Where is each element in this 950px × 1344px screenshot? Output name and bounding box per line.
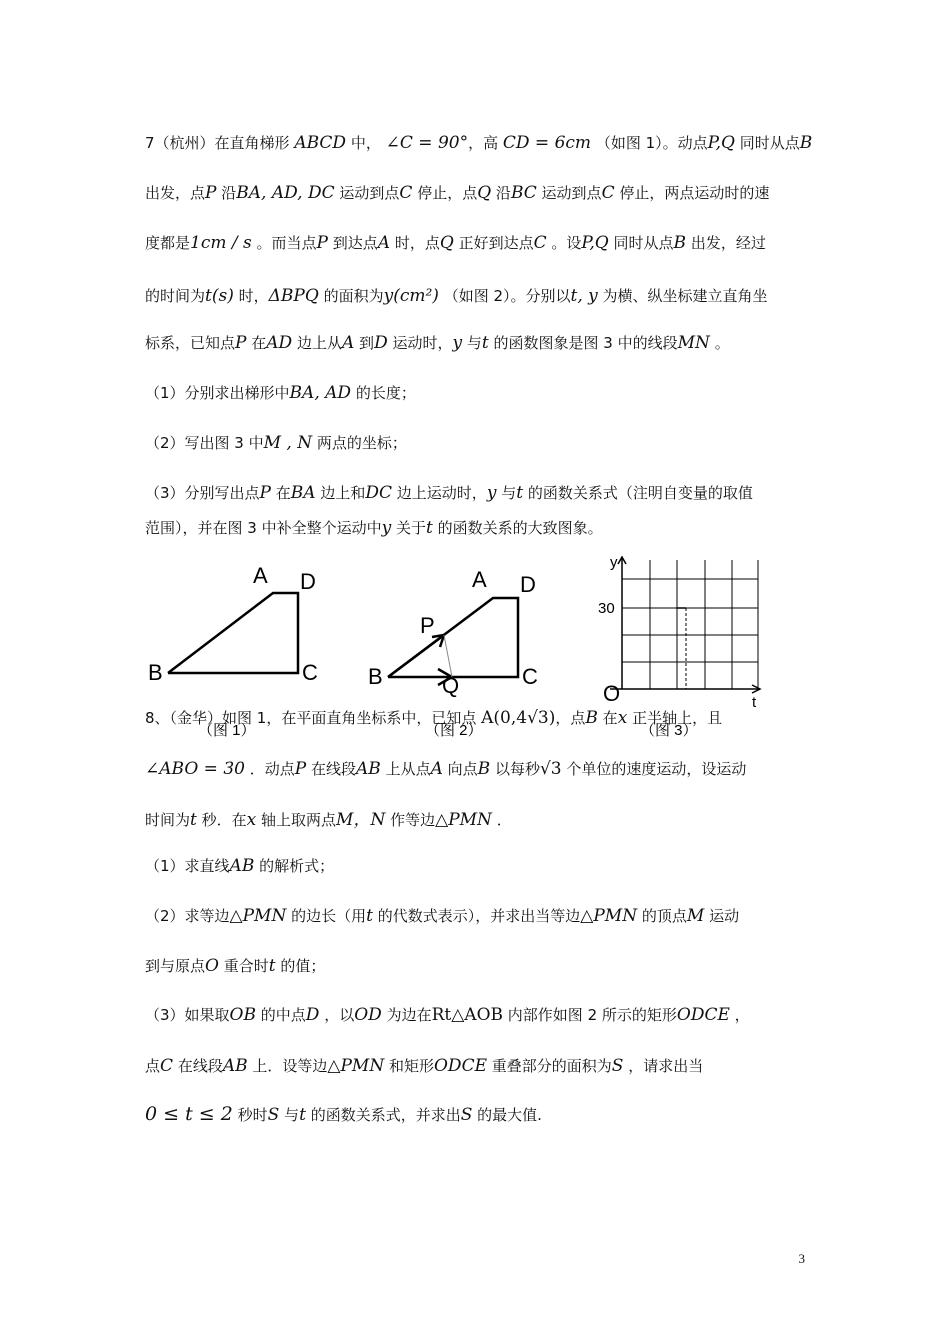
math: C bbox=[601, 183, 615, 203]
math: AB bbox=[356, 759, 381, 779]
p8-line-3 bbox=[145, 805, 815, 830]
text: 重叠部分的面积为 bbox=[491, 1057, 612, 1075]
text: 的函数图象是图 3 中的线段 bbox=[493, 334, 678, 352]
text: 与 bbox=[501, 484, 517, 502]
p8-question-2a bbox=[145, 905, 815, 926]
text: 轴上取两点 bbox=[261, 811, 337, 829]
math: P bbox=[235, 333, 247, 353]
p7-question-3a bbox=[145, 482, 815, 503]
p7-line-5 bbox=[145, 332, 815, 353]
label-b: B bbox=[148, 660, 163, 685]
math: B bbox=[477, 759, 491, 779]
math: S bbox=[267, 1105, 280, 1125]
trapezoid-shape bbox=[388, 598, 518, 677]
text: 的解析式； bbox=[259, 857, 335, 875]
label-b: B bbox=[368, 664, 383, 689]
text: 重合时 bbox=[223, 957, 269, 975]
math: t bbox=[366, 906, 373, 926]
math: t bbox=[268, 956, 276, 976]
p7-question-3b bbox=[145, 517, 815, 538]
text: （3）如果取 bbox=[145, 1006, 230, 1024]
text: 运动时， bbox=[392, 334, 453, 352]
label-q: Q bbox=[442, 673, 460, 698]
text: 秒时 bbox=[237, 1106, 268, 1124]
text: 与 bbox=[284, 1106, 300, 1124]
text: 的函数关系的大致图象。 bbox=[437, 519, 603, 537]
math: B bbox=[585, 708, 598, 728]
math: C bbox=[533, 233, 547, 253]
math: B bbox=[799, 133, 813, 153]
math: M , N bbox=[263, 433, 313, 453]
pq-segment bbox=[444, 635, 452, 677]
text: 点 bbox=[145, 1057, 161, 1075]
text: 以每秒 bbox=[494, 760, 540, 778]
text: 。 bbox=[714, 334, 730, 352]
text: 在线段 bbox=[177, 1057, 223, 1075]
math: △PMN bbox=[327, 1056, 385, 1076]
text: 同时从点 bbox=[739, 134, 800, 152]
math: A bbox=[430, 759, 443, 779]
text: 沿 bbox=[495, 184, 511, 202]
text: 正半轴上，且 bbox=[632, 709, 723, 727]
math: D bbox=[374, 333, 388, 353]
grid bbox=[622, 560, 758, 689]
p8-line-1 bbox=[145, 707, 815, 728]
math: OB bbox=[229, 1005, 256, 1025]
text: ． bbox=[496, 811, 512, 829]
text: 与 bbox=[466, 334, 482, 352]
text: 和矩形 bbox=[388, 1057, 434, 1075]
text: 的中点 bbox=[260, 1006, 306, 1024]
text: 。而当点 bbox=[256, 234, 317, 252]
math: P bbox=[294, 759, 307, 779]
text: 作等边 bbox=[390, 811, 436, 829]
text: 的长度； bbox=[355, 384, 416, 402]
math: AB bbox=[222, 1056, 248, 1076]
text: ．动点 bbox=[249, 760, 295, 778]
math: Q bbox=[439, 233, 454, 253]
text: 出发，经过 bbox=[690, 234, 766, 252]
text: 个单位的速度运动，设运动 bbox=[566, 760, 747, 778]
text: 的时间为 bbox=[145, 287, 206, 305]
text: 到与原点 bbox=[145, 957, 206, 975]
text: 的面积为 bbox=[323, 287, 384, 305]
text: 标系，已知点 bbox=[145, 334, 236, 352]
math: △PMN bbox=[580, 906, 638, 926]
label-a: A bbox=[472, 567, 487, 592]
math: Rt△AOB bbox=[431, 1005, 504, 1025]
math: P,Q bbox=[581, 233, 609, 253]
label-t: t bbox=[752, 694, 757, 711]
math: BC bbox=[510, 183, 537, 203]
math: ODCE bbox=[434, 1056, 487, 1076]
text: ，请求出当 bbox=[628, 1057, 704, 1075]
text: 沿 bbox=[221, 184, 237, 202]
p7-question-2 bbox=[145, 432, 815, 453]
math: P bbox=[259, 483, 271, 503]
text: （如图 2）。分别以 bbox=[443, 287, 571, 305]
text: 的函数关系式（注明自变量的取值 bbox=[527, 484, 753, 502]
math: C bbox=[399, 183, 413, 203]
text: 时， bbox=[238, 287, 269, 305]
label-origin: O bbox=[603, 681, 621, 706]
text: 到 bbox=[359, 334, 375, 352]
math: S bbox=[460, 1105, 473, 1125]
math: y(cm²) bbox=[383, 286, 439, 306]
math: S bbox=[611, 1056, 624, 1076]
math: ABCD bbox=[294, 133, 347, 153]
math: AD bbox=[266, 333, 293, 353]
text: 7（杭州）在直角梯形 bbox=[145, 134, 290, 152]
text: （1）求直线 bbox=[145, 857, 230, 875]
p8-question-3c bbox=[145, 1103, 815, 1125]
text: 为横、纵坐标建立直角坐 bbox=[602, 287, 768, 305]
math: BA bbox=[290, 483, 316, 503]
math: AB bbox=[229, 856, 255, 876]
math: BA, AD bbox=[289, 383, 352, 403]
math: t bbox=[190, 810, 197, 830]
math: ∠C = 90° bbox=[385, 133, 469, 153]
math: CD = 6cm bbox=[502, 133, 592, 153]
label-d: D bbox=[520, 572, 536, 597]
math: B bbox=[673, 233, 687, 253]
math: △PMN bbox=[435, 810, 492, 830]
math: ΔBPQ bbox=[268, 286, 319, 306]
text: ，以 bbox=[324, 1006, 355, 1024]
text: 到达点 bbox=[332, 234, 378, 252]
math: △PMN bbox=[229, 906, 287, 926]
math: ODCE bbox=[676, 1005, 730, 1025]
p8-line-2 bbox=[145, 758, 815, 779]
text: 。设 bbox=[551, 234, 582, 252]
text: 在 bbox=[251, 334, 267, 352]
math: OD bbox=[354, 1005, 382, 1025]
text: 时间为 bbox=[145, 811, 191, 829]
text: 正好到达点 bbox=[458, 234, 534, 252]
text: （3）分别写出点 bbox=[145, 484, 260, 502]
math: 1cm / s bbox=[190, 233, 252, 253]
text: ， bbox=[734, 1006, 750, 1024]
math: √3 bbox=[539, 759, 562, 779]
math: M，N bbox=[336, 810, 386, 830]
p7-question-1 bbox=[145, 382, 815, 403]
p8-question-3a bbox=[145, 1004, 815, 1025]
text: ，点 bbox=[555, 709, 586, 727]
text: （2）写出图 3 中 bbox=[145, 434, 264, 452]
math: A bbox=[377, 233, 391, 253]
math: BA, AD, DC bbox=[236, 183, 335, 203]
text: 的值； bbox=[280, 957, 326, 975]
math: t, y bbox=[570, 286, 598, 306]
math: P bbox=[316, 233, 328, 253]
text: 内部作如图 2 所示的矩形 bbox=[507, 1006, 677, 1024]
label-a: A bbox=[253, 563, 268, 588]
math: P,Q bbox=[707, 133, 735, 153]
math: C bbox=[160, 1056, 174, 1076]
p7-line-1 bbox=[145, 132, 815, 153]
text: 同时从点 bbox=[613, 234, 674, 252]
math: t bbox=[426, 518, 433, 538]
text: 的代数式表示），并求出当等边 bbox=[377, 907, 581, 925]
p7-line-4 bbox=[145, 285, 815, 306]
math: P bbox=[205, 183, 217, 203]
math: t bbox=[299, 1105, 306, 1125]
text: 的最大值. bbox=[477, 1106, 542, 1124]
math: x bbox=[617, 708, 628, 728]
math: t(s) bbox=[205, 286, 234, 306]
math: 0 ≤ t ≤ 2 bbox=[145, 1103, 233, 1125]
text: 的函数关系式，并求出 bbox=[310, 1106, 461, 1124]
text: 边上和 bbox=[320, 484, 366, 502]
label-y: y bbox=[610, 555, 618, 571]
page-number: 3 bbox=[798, 1251, 805, 1266]
math: DC bbox=[365, 483, 393, 503]
text: 为边在 bbox=[386, 1006, 432, 1024]
math: ∠ABO = 30 bbox=[145, 759, 245, 779]
figure-2-caption: （图 2） bbox=[425, 722, 483, 739]
figure-3-caption: （图 3） bbox=[640, 722, 698, 739]
text: 边上从 bbox=[296, 334, 342, 352]
math: x bbox=[246, 810, 257, 830]
text: 运动到点 bbox=[339, 184, 400, 202]
math: A(0,4√3) bbox=[481, 708, 556, 728]
math: M bbox=[686, 906, 705, 926]
text: 范围），并在图 3 中补全整个运动中 bbox=[145, 519, 382, 537]
text: 上从点 bbox=[385, 760, 431, 778]
math: Q bbox=[477, 183, 492, 203]
text: 边上运动时， bbox=[396, 484, 487, 502]
text: ，高 bbox=[468, 134, 499, 152]
text: 停止，两点运动时的速 bbox=[619, 184, 770, 202]
trapezoid-shape bbox=[168, 593, 298, 673]
text: （1）分别求出梯形中 bbox=[145, 384, 290, 402]
text: 向点 bbox=[447, 760, 478, 778]
label-c: C bbox=[522, 664, 538, 689]
text: 出发，点 bbox=[145, 184, 206, 202]
text: 在 bbox=[602, 709, 618, 727]
p7-line-2 bbox=[145, 182, 815, 203]
text: 在 bbox=[275, 484, 291, 502]
text: 秒．在 bbox=[201, 811, 247, 829]
math: O bbox=[205, 956, 219, 976]
math: y bbox=[486, 483, 497, 503]
text: 在线段 bbox=[310, 760, 356, 778]
p8-question-3b bbox=[145, 1055, 815, 1076]
text: 停止，点 bbox=[417, 184, 478, 202]
math: y bbox=[381, 518, 392, 538]
text: （如图 1）。动点 bbox=[595, 134, 708, 152]
text: 关于 bbox=[395, 519, 426, 537]
text: 的边长（用 bbox=[291, 907, 367, 925]
figure-1-caption: （图 1） bbox=[198, 722, 256, 739]
text: 中， bbox=[350, 134, 381, 152]
math: t bbox=[481, 333, 489, 353]
bp-arrow bbox=[388, 635, 444, 677]
text: 两点的坐标； bbox=[316, 434, 407, 452]
label-p: P bbox=[420, 613, 435, 638]
p8-question-1 bbox=[145, 855, 815, 876]
math: y bbox=[452, 333, 463, 353]
math: A bbox=[341, 333, 355, 353]
text: 运动 bbox=[709, 907, 740, 925]
tick-30: 30 bbox=[598, 600, 615, 617]
text: 8、（金华）如图 1，在平面直角坐标系中，已知点 bbox=[145, 709, 477, 727]
text: 度都是 bbox=[145, 234, 191, 252]
math: MN bbox=[677, 333, 710, 353]
label-c: C bbox=[302, 660, 318, 685]
math: D bbox=[305, 1005, 320, 1025]
math: t bbox=[516, 483, 524, 503]
text: 的顶点 bbox=[641, 907, 687, 925]
text: （2）求等边 bbox=[145, 907, 230, 925]
p8-question-2b bbox=[145, 955, 815, 976]
text: 上．设等边 bbox=[252, 1057, 328, 1075]
text: 运动到点 bbox=[541, 184, 602, 202]
text: 时，点 bbox=[394, 234, 440, 252]
p7-line-3 bbox=[145, 232, 815, 253]
label-d: D bbox=[300, 569, 316, 594]
